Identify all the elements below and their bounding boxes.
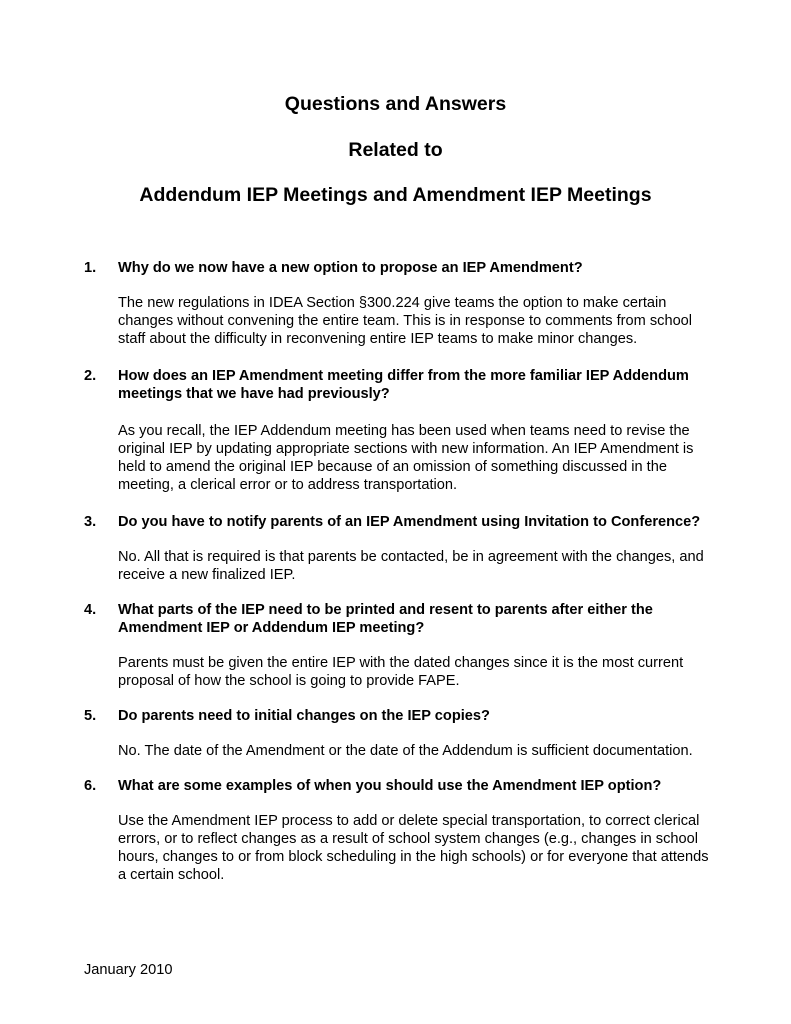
question-3 xyxy=(84,513,714,531)
qa-item-5 xyxy=(84,707,714,760)
answer-1: The new regulations in IDEA Section §300.224 give teams the option to make certain changes without convening the entire team. This is in response to comments from school staff about the difficulty in reconvening entire IEP teams to make minor changes. xyxy=(118,295,693,347)
question-1 xyxy=(84,259,714,277)
question-text: Do you have to notify parents of an IEP Amendment using Invitation to Conference? xyxy=(118,514,701,530)
qa-item-3 xyxy=(84,513,714,584)
question-5 xyxy=(84,707,714,725)
question-6 xyxy=(84,777,714,795)
answer-6: Use the Amendment IEP process to add or delete special transportation, to correct clerical errors, or to reflect changes as a result of school system changes (e.g., changes in school hours, changes to or from block scheduling in the high schools) or for everyone that attends a certain school. xyxy=(118,813,709,883)
question-text: What parts of the IEP need to be printed and resent to parents after either the Amendment IEP or Addendum IEP meeting? xyxy=(118,602,653,636)
answer-3: No. All that is required is that parents be contacted, be in agreement with the changes, and receive a new finalized IEP. xyxy=(118,549,704,583)
answer-5: No. The date of the Amendment or the date of the Addendum is sufficient documentation. xyxy=(118,743,693,759)
answer-4: Parents must be given the entire IEP with the dated changes since it is the most current proposal of how the school is going to provide FAPE. xyxy=(118,655,684,689)
footer-date: January 2010 xyxy=(84,962,173,978)
question-number: 5. xyxy=(84,708,97,724)
qa-item-4 xyxy=(84,601,714,690)
question-4 xyxy=(84,601,714,637)
document-title xyxy=(0,92,791,207)
title-line-2: Related to xyxy=(348,139,443,161)
question-text: Why do we now have a new option to propose an IEP Amendment? xyxy=(118,260,583,276)
qa-item-2 xyxy=(84,367,714,494)
title-line-1: Questions and Answers xyxy=(284,93,507,115)
answer-2: As you recall, the IEP Addendum meeting has been used when teams need to revise the original IEP by updating appropriate sections with new information. An IEP Amendment is held to amend the original IEP because of an omission of something discussed in the meeting, a clerical error or to address transportation. xyxy=(118,423,694,493)
question-text: Do parents need to initial changes on the IEP copies? xyxy=(118,708,490,724)
qa-item-6 xyxy=(84,777,714,884)
question-number: 4. xyxy=(84,602,97,618)
qa-list xyxy=(84,259,714,884)
question-number: 2. xyxy=(84,368,97,384)
question-text: How does an IEP Amendment meeting differ from the more familiar IEP Addendum meetings that we have had previously? xyxy=(118,368,689,402)
question-2 xyxy=(84,367,714,403)
question-text: What are some examples of when you should use the Amendment IEP option? xyxy=(118,778,662,794)
qa-item-1 xyxy=(84,259,714,348)
question-number: 3. xyxy=(84,514,97,530)
title-line-3: Addendum IEP Meetings and Amendment IEP Meetings xyxy=(139,184,652,206)
question-number: 6. xyxy=(84,778,97,794)
question-number: 1. xyxy=(84,260,97,276)
